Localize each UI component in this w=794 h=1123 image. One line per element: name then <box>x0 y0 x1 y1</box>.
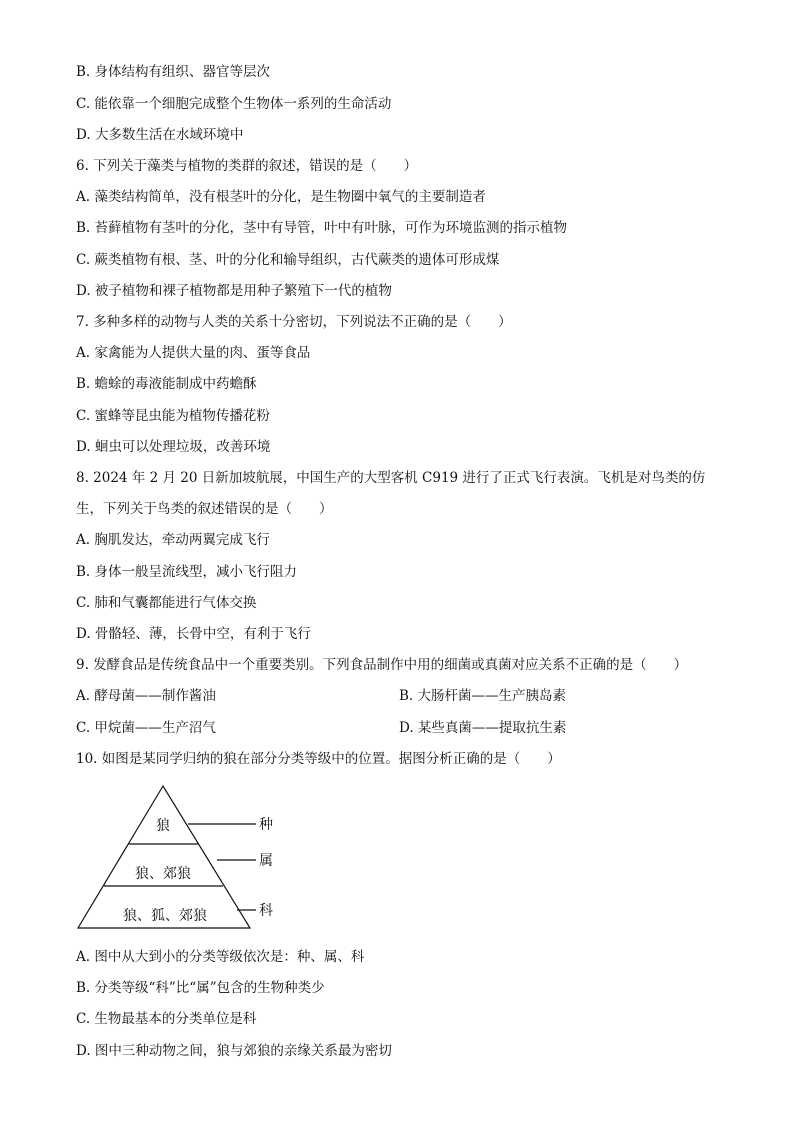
pyramid-outline <box>78 786 250 928</box>
rank-family-label: 科 <box>259 903 273 919</box>
q10-option-c: C. 生物最基本的分类单位是科 <box>76 1011 257 1027</box>
q8-stem-line1: 8. 2024 年 2 月 20 日新加坡航展，中国生产的大型客机 C919 进行了正式飞行表演。飞机是对鸟类的仿 <box>76 470 706 486</box>
q6-option-d: D. 被子植物和裸子植物都是用种子繁殖下一代的植物 <box>76 283 392 299</box>
q6-stem: 6. 下列关于藻类与植物的类群的叙述，错误的是（ ） <box>76 158 418 174</box>
q9-option-b: B. 大肠杆菌——生产胰岛素 <box>399 688 567 704</box>
q7-stem: 7. 多种多样的动物与人类的关系十分密切，下列说法不正确的是（ ） <box>76 314 512 330</box>
q9-option-c: C. 甲烷菌——生产沼气 <box>76 720 216 736</box>
level-species-animals: 狼 <box>156 818 170 834</box>
q5-option-b: B. 身体结构有组织、器官等层次 <box>76 64 271 80</box>
rank-species-label: 种 <box>259 817 273 833</box>
q10-option-a: A. 图中从大到小的分类等级依次是：种、属、科 <box>76 949 365 965</box>
q8-stem-line2: 生，下列关于鸟类的叙述错误的是（ ） <box>76 501 333 517</box>
q5-option-c: C. 能依靠一个细胞完成整个生物体一系列的生命活动 <box>76 96 392 112</box>
q6-option-b: B. 苔藓植物有茎叶的分化，茎中有导管，叶中有叶脉，可作为环境监测的指示植物 <box>76 220 568 236</box>
q10-option-b: B. 分类等级“科”比“属”包含的生物种类少 <box>76 980 325 996</box>
q7-option-d: D. 蛔虫可以处理垃圾，改善环境 <box>76 439 271 455</box>
q10-stem: 10. 如图是某同学归纳的狼在部分分类等级中的位置。据图分析正确的是（ ） <box>76 751 561 767</box>
q9-stem: 9. 发酵食品是传统食品中一个重要类别。下列食品制作中用的细菌或真菌对应关系不正确的是（ ） <box>76 657 688 673</box>
rank-genus-label: 属 <box>259 853 273 869</box>
q10-option-d: D. 图中三种动物之间，狼与郊狼的亲缘关系最为密切 <box>76 1043 392 1059</box>
q7-option-b: B. 蟾蜍的毒液能制成中药蟾酥 <box>76 376 257 392</box>
q7-option-a: A. 家禽能为人提供大量的肉、蛋等食品 <box>76 345 311 361</box>
q9-option-a: A. 酵母菌——制作酱油 <box>76 688 216 704</box>
q8-option-a: A. 胸肌发达，牵动两翼完成飞行 <box>76 532 270 548</box>
level-genus-animals: 狼、郊狼 <box>135 866 191 882</box>
q6-option-c: C. 蕨类植物有根、茎、叶的分化和输导组织，古代蕨类的遗体可形成煤 <box>76 252 500 268</box>
q5-option-d: D. 大多数生活在水域环境中 <box>76 127 244 143</box>
q8-option-c: C. 肺和气囊都能进行气体交换 <box>76 595 257 611</box>
level-family-animals: 狼、狐、郊狼 <box>123 908 207 924</box>
q8-option-d: D. 骨骼轻、薄，长骨中空，有利于飞行 <box>76 626 311 642</box>
q7-option-c: C. 蜜蜂等昆虫能为植物传播花粉 <box>76 408 270 424</box>
q6-option-a: A. 藻类结构简单，没有根茎叶的分化，是生物圈中氧气的主要制造者 <box>76 189 486 205</box>
classification-pyramid-figure <box>70 782 290 932</box>
q8-option-b: B. 身体一般呈流线型，减小飞行阻力 <box>76 564 298 580</box>
q9-option-d: D. 某些真菌——提取抗生素 <box>399 720 567 736</box>
